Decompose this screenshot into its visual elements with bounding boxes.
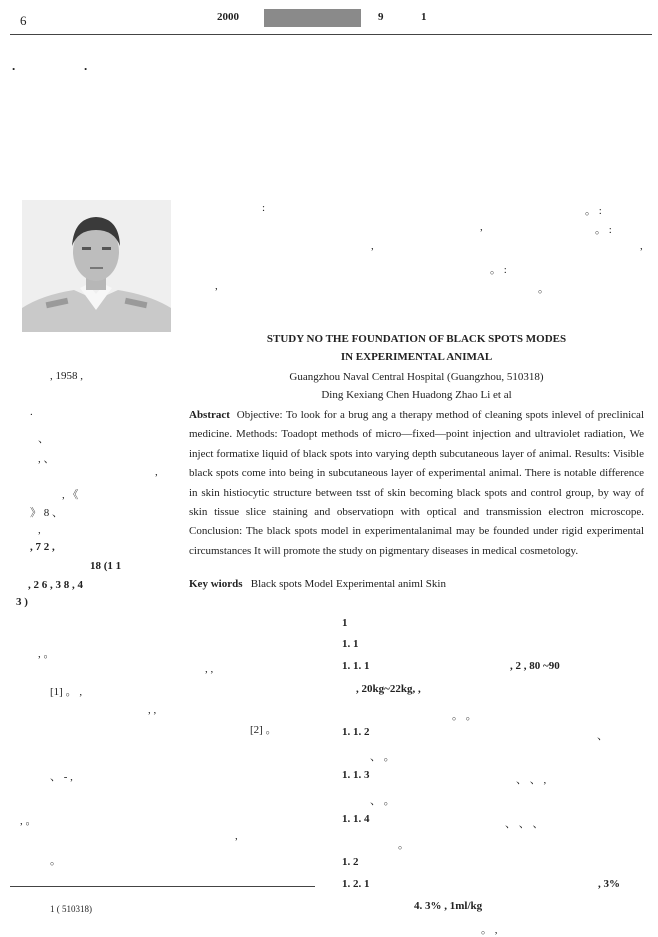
bio-line: 、 bbox=[38, 433, 49, 445]
body-line: , 3% bbox=[598, 878, 620, 890]
cn-abstract-mark: 。 : bbox=[595, 224, 612, 236]
section-mark-1: . bbox=[12, 58, 16, 73]
subsection-heading: 1. 1. 4 bbox=[342, 813, 370, 825]
cn-abstract-mark: , bbox=[480, 221, 483, 233]
journal-title-block bbox=[264, 9, 361, 27]
body-line: , 2 , 80 ~90 bbox=[510, 660, 560, 672]
body-line: 。 , bbox=[481, 924, 498, 936]
bio-line: , bbox=[155, 466, 158, 478]
journal-year: 2000 bbox=[217, 11, 239, 23]
body-line: , 。 bbox=[20, 815, 37, 827]
section-heading: 1 bbox=[342, 617, 348, 629]
cn-abstract-mark: 。 : bbox=[490, 264, 507, 276]
bio-line: , 2 6 , 3 8 , 4 bbox=[28, 579, 83, 591]
bio-line: , 7 2 , bbox=[30, 541, 55, 553]
cn-abstract-mark: , bbox=[371, 240, 374, 252]
body-line: 、 、 , bbox=[516, 774, 547, 786]
cn-abstract-mark: 。 : bbox=[585, 205, 602, 217]
journal-issue: 1 bbox=[421, 11, 427, 23]
author-portrait-image bbox=[22, 200, 171, 332]
subsection-heading: 1. 1. 2 bbox=[342, 726, 370, 738]
bio-line: 3 ) bbox=[16, 596, 28, 608]
author-photo bbox=[22, 200, 171, 332]
body-line: 、 。 bbox=[370, 795, 395, 807]
body-line: 。 bbox=[50, 855, 61, 867]
header-rule bbox=[10, 34, 652, 35]
body-line: 。 bbox=[398, 839, 409, 851]
body-line: [1] 。 , bbox=[50, 686, 83, 698]
footnote-rule bbox=[10, 886, 315, 887]
english-title-line-1: STUDY NO THE FOUNDATION OF BLACK SPOTS MODES bbox=[266, 333, 567, 345]
english-affiliation: Guangzhou Naval Central Hospital (Guangzhou, 510318) bbox=[289, 371, 544, 383]
bio-line: 18 (1 1 bbox=[90, 560, 122, 572]
keywords-line bbox=[189, 578, 446, 590]
bio-line: , 《 bbox=[62, 489, 79, 501]
keywords-text: Black spots Model Experimental animl Skin bbox=[250, 578, 446, 590]
footnote: 1 ( 510318) bbox=[50, 904, 92, 914]
body-line: , , bbox=[148, 704, 157, 716]
cn-abstract-mark: : bbox=[262, 202, 266, 214]
body-line: 、 、 、 bbox=[505, 818, 544, 830]
section-mark-2: . bbox=[84, 58, 88, 73]
body-line: , 。 bbox=[38, 648, 55, 660]
cn-abstract-mark: , bbox=[215, 280, 218, 292]
body-line: 、 - , bbox=[50, 771, 73, 783]
bio-line: 》 8 、 bbox=[30, 507, 63, 519]
body-line: 。 。 bbox=[452, 710, 477, 722]
subsection-heading: 1. 1. 1 bbox=[342, 660, 370, 672]
english-authors: Ding Kexiang Chen Huadong Zhao Li et al bbox=[321, 389, 512, 401]
subsection-heading: 1. 1. 3 bbox=[342, 769, 370, 781]
body-line: 4. 3% , 1ml/kg bbox=[414, 900, 483, 912]
bio-line: , 、 bbox=[38, 453, 55, 465]
subsection-heading: 1. 2. 1 bbox=[342, 878, 370, 890]
page-number: 6 bbox=[20, 13, 27, 28]
english-title-line-2: IN EXPERIMENTAL ANIMAL bbox=[340, 351, 493, 363]
abstract-text: Objective: To look for a brug ang a therapy method of cleaning spots inlevel of preclinical medicine. Methods: Toadopt methods of micro—fixed—point injection and ultraviolet radiation, We inject formatixe liquid of black spots into varying depth subcutaneous layer of animal. Results: Visible black spots come into being in subcutaneous layer of experimental animal. There is notable difference in skin histiocytic structure between tsst of skin becoming black spots and control group, by way of skin tissue slice staining and observatiopn with optical and transmission electron microscope. Conclusion: The black spots model in experimentalanimal may be founded under rigid experimental circumstances It will promote the study on pigmentary diseases in medical cosmetology. bbox=[189, 409, 644, 557]
journal-volume: 9 bbox=[378, 11, 384, 23]
bio-line: , 1958 , bbox=[50, 370, 83, 382]
subsection-heading: 1. 2 bbox=[342, 856, 359, 868]
body-line: 、 。 bbox=[370, 751, 395, 763]
cn-abstract-mark: 。 bbox=[538, 283, 549, 295]
body-line: , , bbox=[205, 663, 214, 675]
abstract-label: Abstract bbox=[189, 409, 230, 421]
bio-line: , bbox=[38, 524, 41, 536]
cn-abstract-mark: , bbox=[640, 240, 643, 252]
english-abstract bbox=[189, 406, 644, 561]
body-line: 、 bbox=[597, 730, 608, 742]
keywords-label: Key wiords bbox=[189, 578, 243, 590]
body-line: [2] 。 bbox=[250, 724, 277, 736]
subsection-heading: 1. 1 bbox=[342, 638, 359, 650]
body-line: , bbox=[235, 830, 238, 842]
bio-line: . bbox=[30, 406, 33, 418]
body-line: , 20kg~22kg, , bbox=[356, 683, 421, 695]
